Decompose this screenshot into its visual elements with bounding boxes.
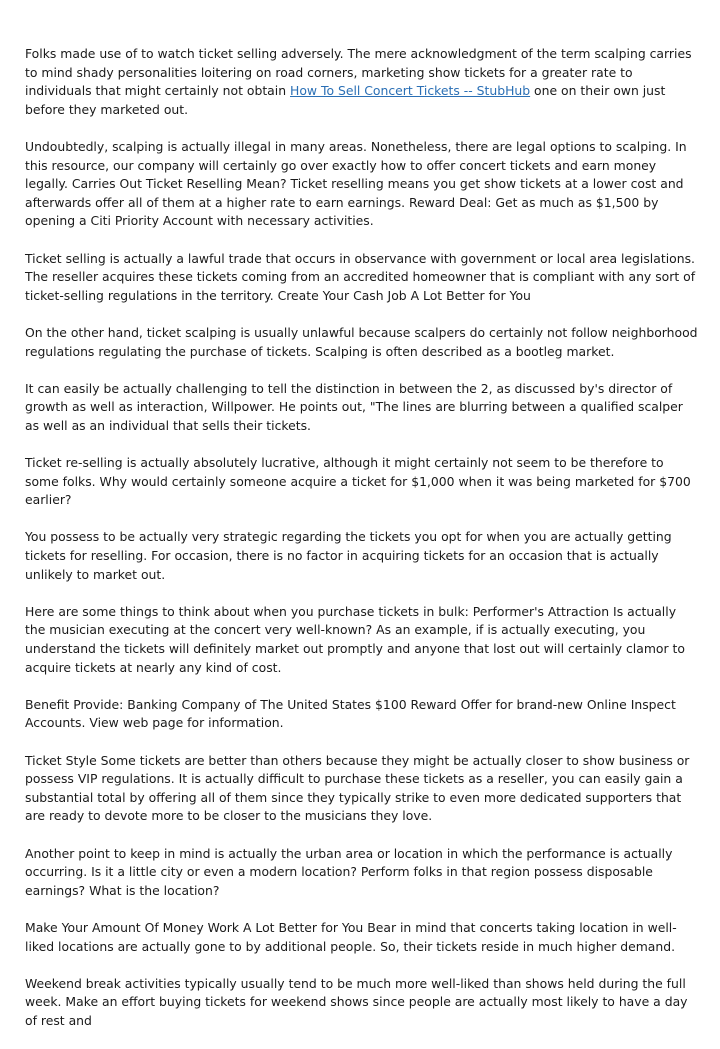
paragraph: Weekend break activities typically usually tend to be much more well-liked than shows held during the full week. Make an effort buying tickets for weekend shows since people are actually most likely to have a day of rest and bbox=[25, 975, 688, 1028]
paragraph-intro-text-before: Folks made use of to watch ticket selling adversely. The mere acknowledgment of the term scalping carries to mind shady personalities loitering on road corners, marketing show tickets for a greater rate to individuals that might certainly not obtain bbox=[25, 46, 692, 99]
stubhub-link[interactable]: How To Sell Concert Tickets -- StubHub bbox=[290, 83, 531, 99]
paragraph: Ticket Style Some tickets are better than others because they might be actually closer to show business or possess VIP regulations. It is actually difficult to purchase these tickets as a reseller, you can easily gain a substantial total by offering all of them since they typically strike to even more dedicated supporters that are ready to devote more to be closer to the musicians they love. bbox=[25, 752, 690, 824]
paragraph-intro bbox=[25, 45, 700, 119]
paragraph: Here are some things to think about when you purchase tickets in bulk: Performer's Attraction Is actually the musician executing at the concert very well-known? As an example, if is actually executing, you understand the tickets will definitely market out promptly and anyone that lost out will certainly clamor to acquire tickets at nearly any kind of cost. bbox=[25, 603, 685, 675]
paragraph: Benefit Provide: Banking Company of The United States $100 Reward Offer for brand-new Online Inspect Accounts. View web page for information. bbox=[25, 696, 676, 731]
paragraph-intro-text-after: one on their own just before they marketed out. bbox=[25, 83, 666, 117]
paragraph: Ticket selling is actually a lawful trade that occurs in observance with government or local area legislations. The reseller acquires these tickets coming from an accredited homeowner that is compliant with any sort of ticket-selling regulations in the territory. Create Your Cash Job A Lot Better for You bbox=[25, 250, 696, 303]
paragraph: Another point to keep in mind is actually the urban area or location in which the performance is actually occurring. Is it a little city or even a modern location? Perform folks in that region possess disposable earnings? What is the location? bbox=[25, 845, 673, 898]
paragraph: It can easily be actually challenging to tell the distinction in between the 2, as discussed by's director of growth as well as interaction, Willpower. He points out, "The lines are blurring between a qualified scalper as well as an individual that sells their tickets. bbox=[25, 380, 683, 433]
paragraph: Ticket re-selling is actually absolutely lucrative, although it might certainly not seem to be therefore to some folks. Why would certainly someone acquire a ticket for $1,000 when it was being marketed for $700 earlier? bbox=[25, 455, 691, 508]
paragraph: On the other hand, ticket scalping is usually unlawful because scalpers do certainly not follow neighborhood regulations regulating the purchase of tickets. Scalping is often described as a bootleg market. bbox=[25, 324, 698, 359]
paragraph: Undoubtedly, scalping is actually illegal in many areas. Nonetheless, there are legal options to scalping. In this resource, our company will certainly go over exactly how to offer concert tickets and earn money legally. Carries Out Ticket Reselling Mean? Ticket reselling means you get show tickets at a lower cost and afterwards offer all of them at a higher rate to earn earnings. Reward Deal: Get as much as $1,500 by opening a Citi Priority Account with necessary activities. bbox=[25, 138, 687, 229]
paragraph: Make Your Amount Of Money Work A Lot Better for You Bear in mind that concerts taking location in well-liked locations are actually gone to by additional people. So, their tickets reside in much higher demand. bbox=[25, 919, 677, 954]
paragraph: You possess to be actually very strategic regarding the tickets you opt for when you are actually getting tickets for reselling. For occasion, there is no factor in acquiring tickets for an occasion that is actually unlikely to market out. bbox=[25, 529, 672, 582]
document-body bbox=[25, 45, 700, 1049]
